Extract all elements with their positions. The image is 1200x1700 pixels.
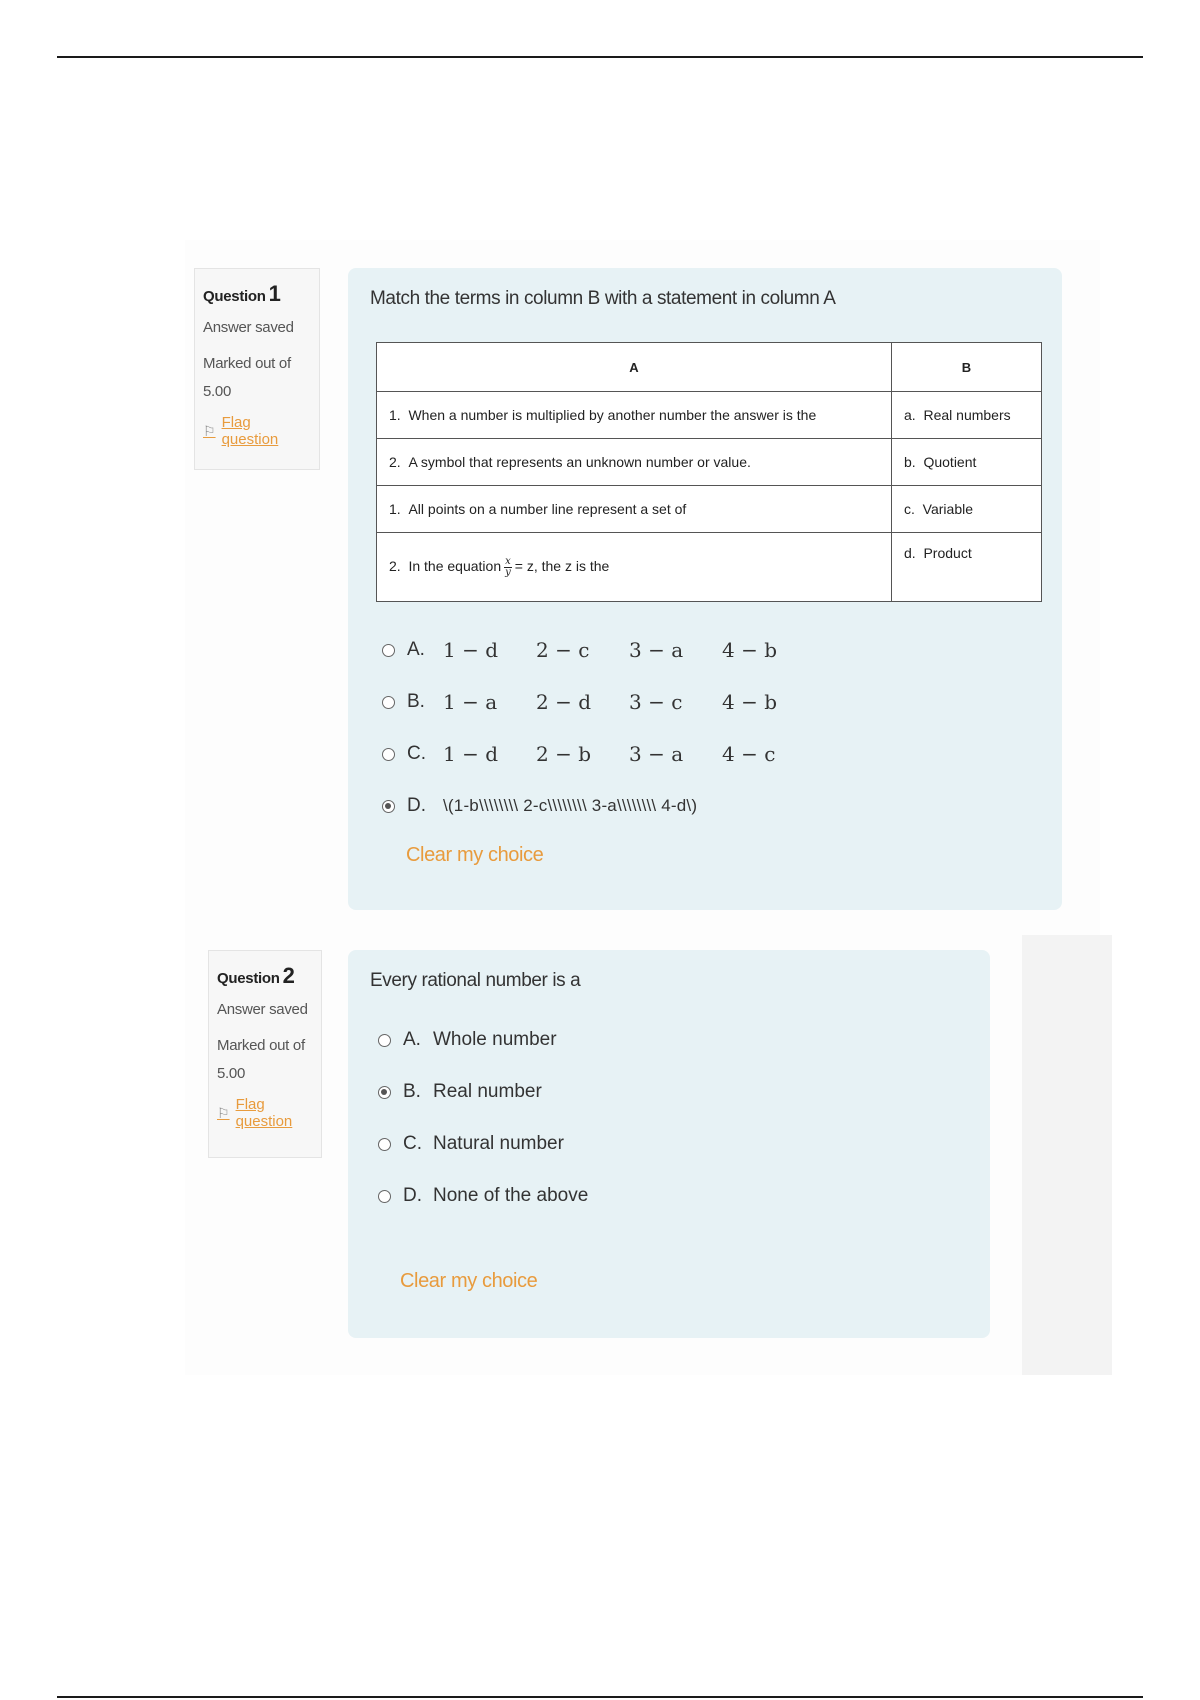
option-letter: D. [407, 795, 426, 816]
option-math: 1 − d 2 − b 3 − a 4 − c [443, 742, 776, 766]
question-state: Answer saved [217, 1001, 308, 1018]
radio-button-selected[interactable] [378, 1086, 391, 1099]
question-grade: Marked out of 5.00 [217, 1037, 305, 1082]
option-math: 1 − a 2 − d 3 − c 4 − b [443, 690, 777, 714]
option-math: 1 − d 2 − c 3 − a 4 − b [443, 638, 777, 662]
table-row [377, 439, 1042, 486]
page-top-rule [57, 56, 1143, 58]
column-a-cell: 1. When a number is multiplied by another number the answer is the [377, 392, 892, 439]
answer-option-b[interactable] [378, 1066, 588, 1118]
column-b-cell: a. Real numbers [892, 392, 1042, 439]
column-b-cell: d. Product [892, 533, 1042, 602]
answer-options [378, 1014, 588, 1222]
question-number: Question 2 [217, 963, 295, 988]
answer-option-c[interactable] [382, 728, 815, 780]
answer-option-a[interactable] [378, 1014, 588, 1066]
clear-choice-link[interactable]: Clear my choice [406, 844, 544, 866]
question-text: Match the terms in column B with a statement in column A [370, 288, 836, 309]
option-text: Natural number [433, 1133, 564, 1154]
question-number: Question 1 [203, 281, 281, 306]
table-row [377, 486, 1042, 533]
flag-icon: ⚐ [203, 422, 216, 439]
table-row [377, 533, 1042, 602]
option-text: Whole number [433, 1029, 557, 1050]
fraction: $\frac{x}{y}$ [505, 555, 511, 578]
option-letter: A. [403, 1029, 421, 1050]
option-letter: C. [403, 1133, 422, 1154]
radio-button[interactable] [382, 644, 395, 657]
answer-option-d[interactable] [378, 1170, 588, 1222]
answer-option-d[interactable] [382, 780, 815, 832]
radio-button[interactable] [378, 1138, 391, 1151]
column-a-cell: 2. A symbol that represents an unknown number or value. [377, 439, 892, 486]
flag-question-link[interactable]: ⚐ Flag question [203, 414, 279, 448]
column-b-cell: b. Quotient [892, 439, 1042, 486]
matching-table [376, 342, 1042, 602]
page-bottom-rule [57, 1696, 1143, 1698]
answer-options [382, 624, 815, 832]
option-letter: D. [403, 1185, 422, 1206]
answer-option-a[interactable] [382, 624, 815, 676]
column-a-cell: 2. In the equation $\frac{x}{y}$ = z, the z is the [377, 533, 892, 602]
table-row [377, 392, 1042, 439]
question-grade: Marked out of 5.00 [203, 355, 291, 400]
question-1-content [348, 268, 1062, 910]
option-letter: C. [407, 743, 426, 764]
answer-option-b[interactable] [382, 676, 815, 728]
question-text: Every rational number is a [370, 970, 581, 991]
flag-icon: ⚐ [217, 1104, 230, 1121]
radio-button[interactable] [378, 1190, 391, 1203]
column-b-cell: c. Variable [892, 486, 1042, 533]
radio-button-selected[interactable] [382, 800, 395, 813]
answer-option-c[interactable] [378, 1118, 588, 1170]
column-a-header: A [377, 343, 892, 392]
radio-button[interactable] [382, 748, 395, 761]
radio-button[interactable] [382, 696, 395, 709]
side-panel [1022, 935, 1112, 1375]
option-letter: B. [407, 691, 425, 712]
question-2-content [348, 950, 990, 1338]
column-a-cell: 1. All points on a number line represent a set of [377, 486, 892, 533]
option-raw-text: \(1-b\\\\\\\\ 2-c\\\\\\\\ 3-a\\\\\\\\ 4-d\) [443, 796, 698, 815]
option-text: None of the above [433, 1185, 589, 1206]
radio-button[interactable] [378, 1034, 391, 1047]
question-1-info [194, 268, 320, 470]
question-2-info [208, 950, 322, 1158]
question-state: Answer saved [203, 319, 294, 336]
option-letter: A. [407, 639, 425, 660]
clear-choice-link[interactable]: Clear my choice [400, 1270, 538, 1292]
flag-question-link[interactable]: ⚐ Flag question [217, 1096, 293, 1130]
option-text: Real number [433, 1081, 542, 1102]
column-b-header: B [892, 343, 1042, 392]
option-letter: B. [403, 1081, 421, 1102]
